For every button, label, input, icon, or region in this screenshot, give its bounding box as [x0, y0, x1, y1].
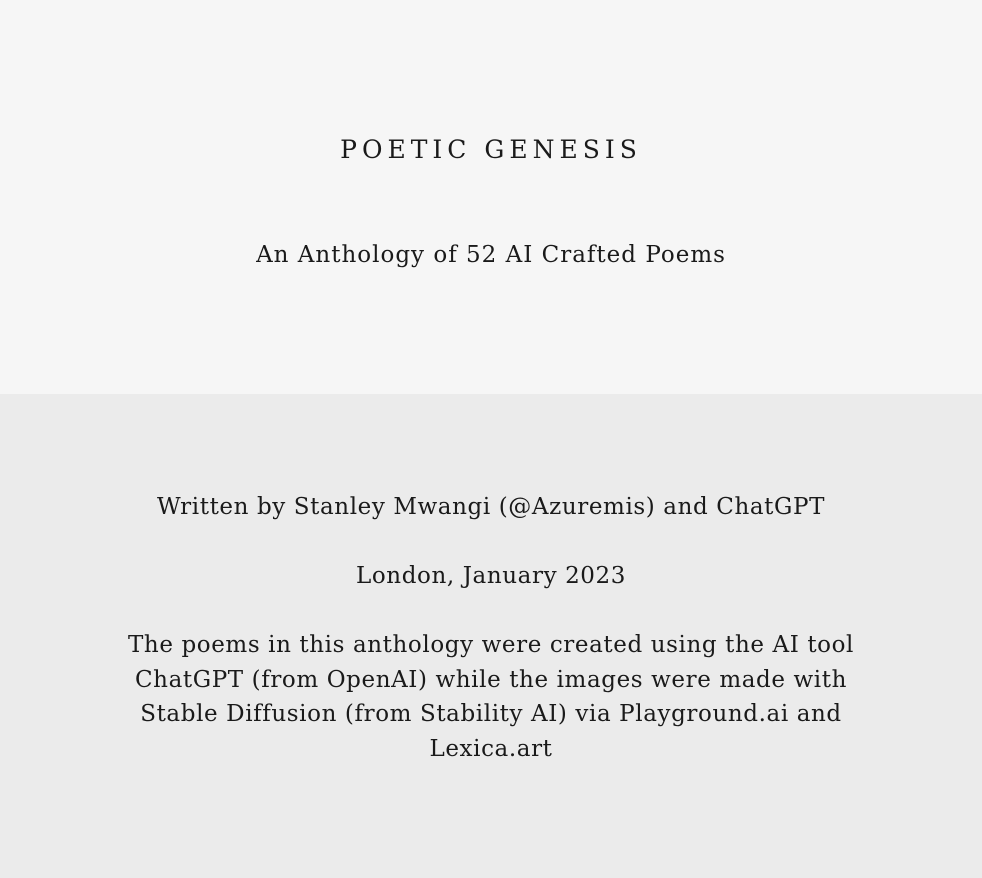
description-paragraph: The poems in this anthology were created using the AI tool ChatGPT (from OpenAI) while the images were made with Stable Diffusion (from Stability AI) via Playground.ai and Lexica.art — [127, 632, 855, 762]
book-title: POETIC GENESIS — [340, 135, 642, 164]
book-subtitle: An Anthology of 52 AI Crafted Poems — [256, 242, 726, 268]
authors-line: Written by Stanley Mwangi (@Azuremis) and ChatGPT — [156, 494, 826, 520]
place-date-line: London, January 2023 — [355, 563, 627, 589]
title-section — [0, 0, 982, 394]
credits-section — [0, 394, 982, 878]
